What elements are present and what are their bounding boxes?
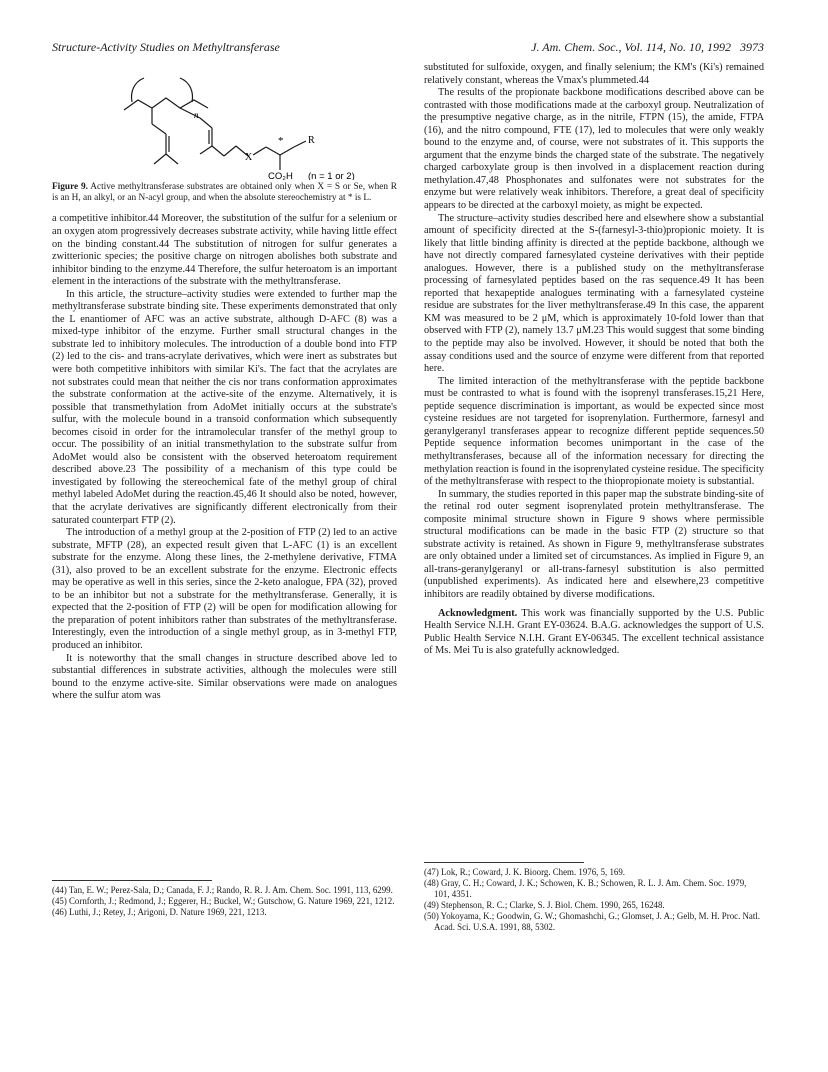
right-paragraph-2: The results of the propionate backbone modifications described above can be contrasted with those modifications made at the carboxyl group. Neutralization of the presumptive negative charge, as in the nitrile, FTPN (15), the amide, FTPA (16), and the nitro compound, FTE (17), led to molecules that were only weakly bound to the enzyme and, of course, were not substrates of it. This supports the argument that the enzyme binds the charged state of the substrate. The negatively charged carboxylate group is then involved in a displacement reaction during methylation.47,48 Phosphonates and sulfonates were not substrates for the enzyme but were relatively weak inhibitors. Therefore, a great deal of specificity appears to be directed at the carboxyl moiety, as might be expected.: [424, 87, 764, 212]
reference-48: (48) Gray, C. H.; Coward, J. K.; Schowen, K. B.; Schowen, R. L. J. Am. Chem. Soc. 1979, 101, 4351.: [424, 877, 747, 899]
acknowledgment-text: This work was financially supported by the U.S. Public Health Service N.I.H. Grant EY-03624. B.A.G. acknowledges the support of U.S. Public Health Service N.I.H. Grant EY-06345. The excellent technical assistance of Ms. Mei Tu is also gratefully acknowledged.: [424, 607, 764, 657]
page-number: 3973: [740, 40, 764, 54]
heteroatom-x-label: X: [245, 152, 253, 163]
caption-text: Active methyltransferase substrates are obtained only when X = S or Se, when R is an H, an alkyl, or an N-acyl group, and when the absolute stereochemistry at * is L.: [52, 182, 397, 204]
reference-49: (49) Stephenson, R. C.; Clarke, S. J. Biol. Chem. 1990, 265, 16248.: [424, 899, 665, 910]
reference-47: (47) Lok, R.; Coward, J. K. Bioorg. Chem. 1976, 5, 169.: [424, 867, 625, 877]
structure-bonds: [124, 78, 306, 170]
reference-44: (44) Tan, E. W.; Perez-Sala, D.; Canada, F. J.; Rando, R. R. J. Am. Chem. Soc. 1991, 113, 6299.: [52, 885, 393, 895]
reference-46: (46) Luthi, J.; Retey, J.; Arigoni, D. Nature 1969, 221, 1213.: [52, 906, 267, 917]
reference-50: (50) Yokoyama, K.; Goodwin, G. W.; Ghomashchi, G.; Glomset, J. A.; Gelb, M. H. Proc. Natl. Acad. Sci. U.S.A. 1991, 88, 5302.: [424, 910, 761, 932]
left-paragraph-3: The introduction of a methyl group at the 2-position of FTP (2) led to an active substrate, MFTP (28), an expected result given that L-AFC (1) is an excellent substrate for the enzyme. Along these lines, the 2-methylene derivative, FTMA (31), also proved to be an excellent substrate for the enzyme. Electronic effects may be operative as well in this series, since the 2-keto analogue, FPA (32), proved to be an inhibitor but not a substrate for the methyltransferase. Generally, it is expected that the 2-position of FTP (2) will be open for modification allowing for the preparation of potent inhibitors rather than substrates of the methyltransferase. Interestingly, even the introduction of a single methyl group, as in 3-methyl FTP, produced an inhibitor.: [52, 527, 397, 651]
carboxyl-label: CO₂H: [268, 171, 293, 180]
figure-caption: [52, 182, 397, 204]
left-column: [52, 62, 397, 703]
right-column: [424, 62, 764, 658]
acknowledgment-paragraph: [424, 608, 764, 658]
running-head: [52, 40, 764, 58]
running-head-journal: [531, 40, 764, 55]
figure-9-structure: [52, 62, 397, 180]
caption-label: Figure 9.: [52, 182, 88, 192]
footnote-rule: [424, 862, 584, 863]
reference-45: (45) Cornforth, J.; Redmond, J.; Eggerer, H.; Buckel, W.; Gutschow, G. Nature 1969, 221, 1212.: [52, 895, 395, 906]
right-paragraph-3: The structure–activity studies described here and elsewhere show a substantial amount of specificity directed at the S-(farnesyl-3-thio)propionic moiety. It is likely that little binding affinity is directed at the peptide backbone, although we have not directly compared farnesylated cysteine derivatives with their peptide analogues. However, there is a published study on the methyltransferase processing of farnesylated peptides based on the ras sequence.49 It has been reported that hexapeptide analogues terminating with a farnesylated cysteine residue are substrates for the liver methyltransferase.49 In this case, the apparent KM was measured to be 2 μM, which is approximately 10-fold lower than that observed with FTP (2), namely 13.7 μM.23 This would suggest that some binding to the peptide may also be involved. However, it should be noted that both the assay conditions used and the source of enzyme were different from that reported here.: [424, 212, 764, 375]
references-right: [424, 862, 764, 932]
footnote-rule: [52, 880, 212, 881]
right-paragraph-5: In summary, the studies reported in this paper map the substrate binding-site of the retinal rod outer segment isoprenylated protein methyltransferase. The composite minimal structure shown in Figure 9 shows where permissible structural modifications can be made in the basic FTP (2) structure so that substrate activity is retained. As shown in Figure 9, methyltransferase substrates are only obtained under a limited set of circumstances. As implied in Figure 9, an all-trans-geranylgeranyl or all-trans-farnesyl substitution is also permitted (unpublished experiments). As indicated here and elsewhere,23 competitive inhibitors are readily obtained by diverse modifications.: [424, 488, 764, 600]
journal-citation: J. Am. Chem. Soc., Vol. 114, No. 10, 1992: [531, 40, 731, 54]
acknowledgment-heading: Acknowledgment.: [438, 607, 518, 619]
chemical-structure-drawing: [52, 62, 397, 180]
left-paragraph-1: a competitive inhibitor.44 Moreover, the substitution of the sulfur for a selenium or an oxygen atom progressively decreases substrate activity, while having little effect on the binding constant.44 The substitution of nitrogen for sulfur generates a zwitterionic species; the positive charge on nitrogen abolishes both substrate and inhibitor binding to the enzyme.44 Therefore, the sulfur heteroatom is an important element in the interactions of the substrate with the methyltransferase.: [52, 213, 397, 288]
running-head-title: Structure-Activity Studies on Methyltransferase: [52, 40, 280, 54]
left-paragraph-4: It is noteworthy that the small changes in structure described above led to substantial differences in substrate activities, although the molecules were still bound to the enzyme active-site. Similar observations were made on analogues where the sulfur atom was: [52, 652, 397, 702]
repeat-n-label: n: [194, 110, 199, 120]
right-paragraph-4: The limited interaction of the methyltransferase with the peptide backbone must be contrasted to what is found with the isoprenyl transferases.15,21 Here, peptide sequence discrimination is important, as would be expected since most cysteine residues are not targeted for isoprenylation. Furthermore, farnesyl and geranylgeranyl transferases appear to recognize different peptide sequences.50 Peptide sequence information becomes unimportant in the case of the methyltransferases, because all of the information necessary for directing the methylation reaction is found in the isoprenylated cysteine residue. The specificity of the methyltransferase with respect to the thiopropionate moiety is substantial.: [424, 375, 764, 488]
n-values-label: (n = 1 or 2): [308, 171, 355, 180]
right-paragraph-1: substituted for sulfoxide, oxygen, and finally selenium; the KM's (Ki's) remained relatively constant, whereas the Vmax's plummeted.44: [424, 62, 764, 86]
substituent-r-label: R: [308, 135, 315, 146]
stereocenter-star: *: [278, 135, 284, 147]
references-left: [52, 880, 397, 918]
left-paragraph-2: In this article, the structure–activity studies were extended to further map the methyltransferase substrate binding site. These experiments demonstrated that only the L enantiomer of AFC was an active substrate, although D-AFC (8) was a mixed-type inhibitor of the enzyme. Further small structural changes in the substrate led to inhibitory molecules. The introduction of a double bond into FTP (2) led to the cis- and trans-acrylate derivatives, which were inert as substrates but were both competitive inhibitors with similar Ki's. The fact that the acrylates are not substrates could mean that neither the cis nor trans conformation approximates the substrate conformation at the active-site of the enzyme. Alternatively, it is possible that transmethylation from AdoMet initially occurs at the substrate's sulfur, with the molecule bound in a transoid conformation which subsequently becomes cisoid in order for the intramolecular transfer of the methyl group to occur. The possibility of an initial transmethylation to the substrate sulfur from AdoMet would also be consistent with the observed heteroatom requirement described above.23 The possibility of a mechanism of this type could be investigated by following the stereochemical fate of the methyl group of chiral methyl labeled AdoMet during the reaction.45,46 It should also be noted, however, that the acrylate derivatives are significantly different electronically from their saturated counterpart FTP (2).: [52, 288, 397, 526]
